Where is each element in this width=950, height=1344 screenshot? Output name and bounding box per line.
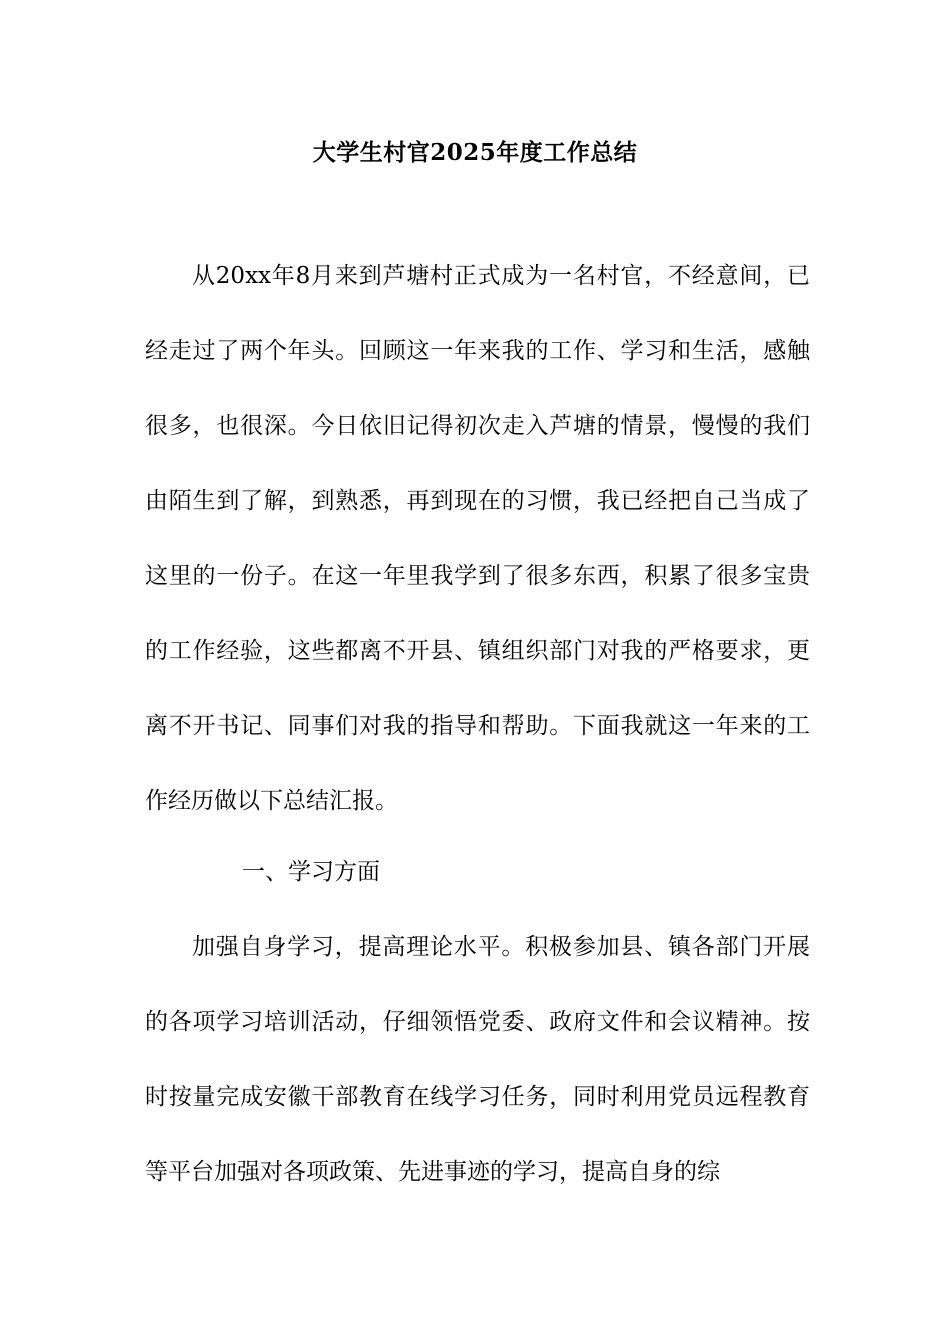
paragraph-study: 加强自身学习，提高理论水平。积极参加县、镇各部门开展的各项学习培训活动，仔细领悟党委、政府文件和会议精神。按时按量完成安徽干部教育在线学习任务，同时利用党员远程教育等平台加强对各项政策、先进事迹的学习，提高自身的综	[145, 934, 810, 1185]
paragraph-intro: 从20xx年8月来到芦塘村正式成为一名村官，不经意间，已经走过了两个年头。回顾这一年来我的工作、学习和生活，感触很多，也很深。今日依旧记得初次走入芦塘的情景，慢慢的我们由陌生到了解，到熟悉，再到现在的习惯，我已经把自己当成了这里的一份子。在这一年里我学到了很多东西，积累了很多宝贵的工作经验，这些都离不开县、镇组织部门对我的严格要求，更离不开书记、同事们对我的指导和帮助。下面我就这一年来的工作经历做以下总结汇报。	[145, 263, 810, 814]
document-title: 大学生村官2025年度工作总结	[312, 139, 638, 166]
section-heading-study: 一、学习方面	[242, 859, 380, 885]
